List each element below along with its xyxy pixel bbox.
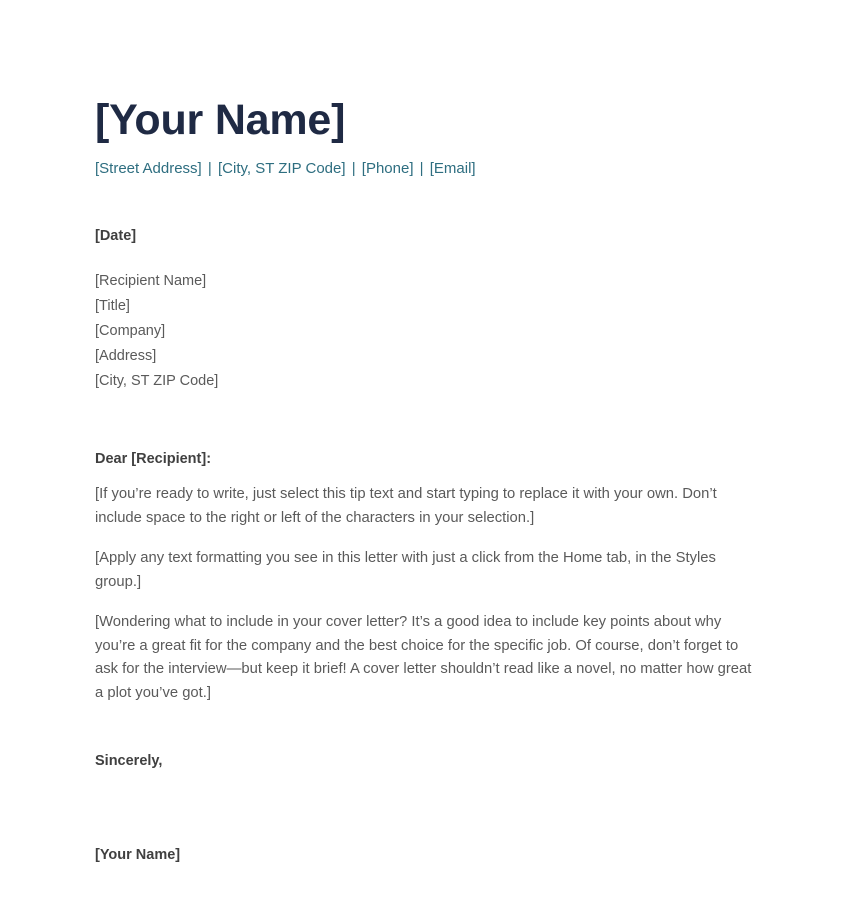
contact-street-address: [Street Address]: [95, 160, 202, 177]
recipient-title: [Title]: [95, 298, 130, 314]
contact-separator: |: [419, 160, 424, 177]
contact-separator: |: [351, 160, 356, 177]
recipient-name: [Recipient Name]: [95, 273, 207, 289]
letter-body: [95, 483, 757, 705]
contact-city-state-zip: [City, ST ZIP Code]: [217, 160, 346, 177]
contact-separator: |: [207, 160, 212, 177]
recipient-company: [Company]: [95, 323, 166, 339]
body-paragraph: [Apply any text formatting you see in this letter with just a click from the Home tab, in the Styles group.]: [95, 550, 716, 590]
body-paragraph: [Wondering what to include in your cover letter? It’s a good idea to include key points about why you’re a great fit for the company and the best choice for the specific job. Of course, don’t forget to ask for the interview—but keep it brief! A cover letter shouldn’t read like a novel, no matter how great a plot you’ve got.]: [95, 614, 752, 701]
page-title: [Your Name]: [95, 96, 346, 144]
letterhead: [95, 0, 757, 179]
letter-date: [Date]: [95, 228, 137, 244]
body-paragraph: [If you’re ready to write, just select this tip text and start typing to replace it with your own. Don’t include space to the right or left of the characters in your selection.]: [95, 486, 717, 526]
recipient-address-block: [95, 269, 757, 394]
signature-name: [Your Name]: [95, 847, 181, 863]
salutation: Dear [Recipient]:: [95, 451, 212, 467]
contact-email: [Email]: [429, 160, 476, 177]
contact-phone: [Phone]: [361, 160, 414, 177]
recipient-address: [Address]: [95, 348, 157, 364]
document-content: [95, 0, 757, 865]
recipient-city-state-zip: [City, ST ZIP Code]: [95, 373, 219, 389]
closing-valediction: Sincerely,: [95, 753, 163, 769]
contact-info-line: [95, 159, 757, 179]
